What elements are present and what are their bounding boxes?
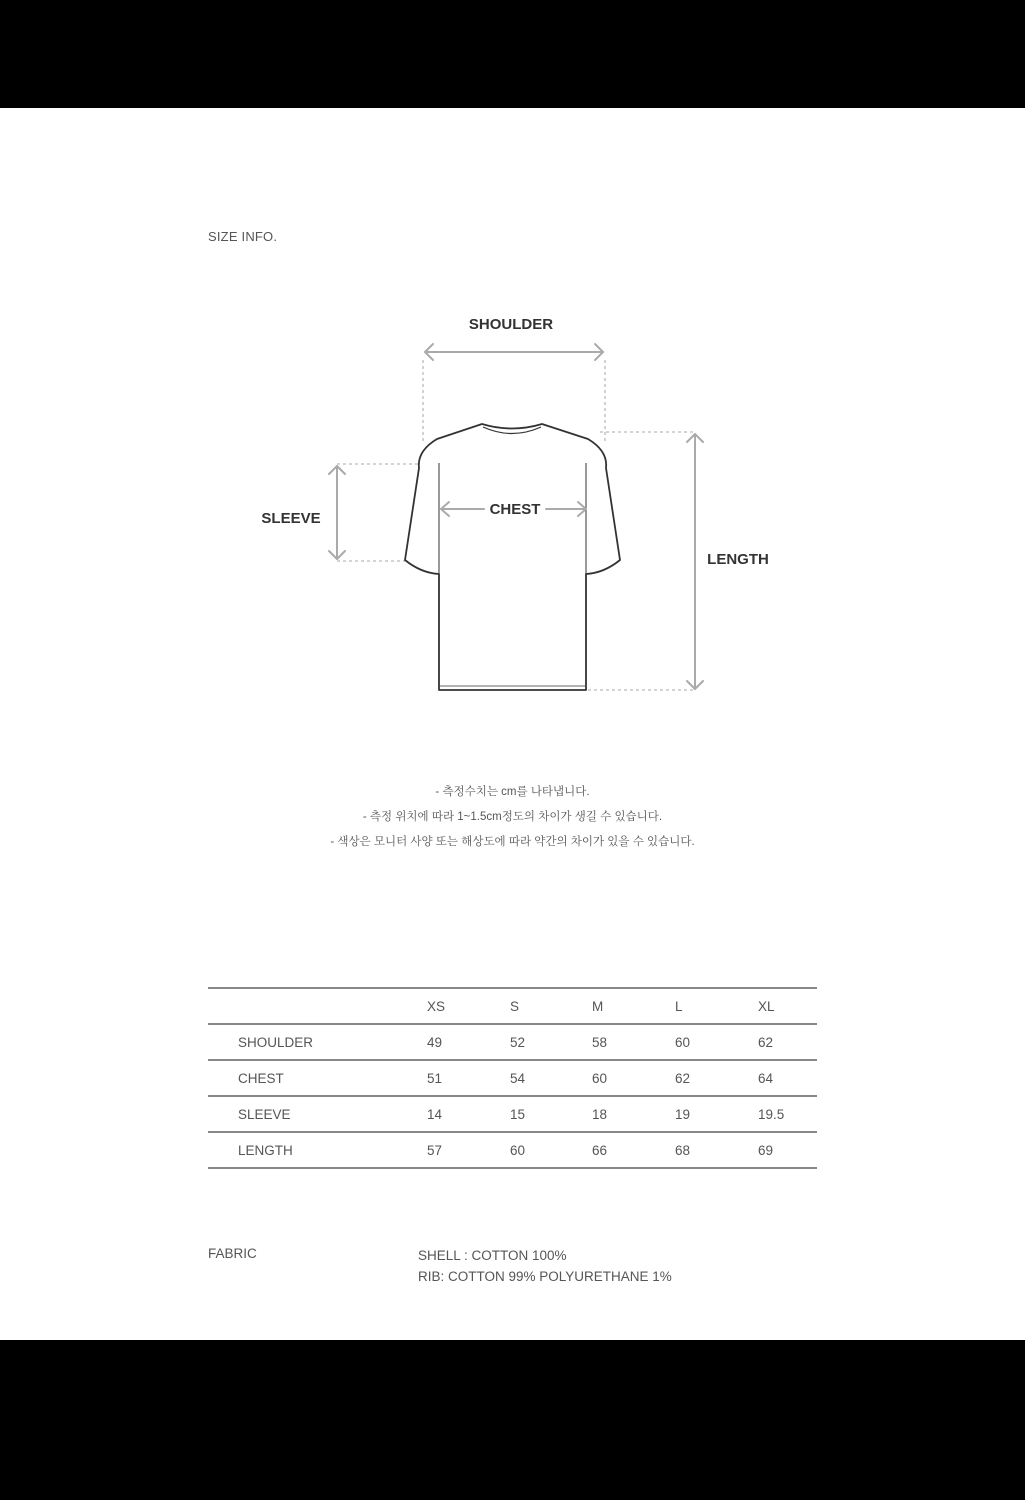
tshirt-outline-icon (405, 424, 620, 690)
fabric-composition (418, 1245, 672, 1287)
table-cell: 60 (675, 1024, 758, 1060)
header-empty-cell (208, 988, 427, 1024)
note-line: - 색상은 모니터 사양 또는 해상도에 따라 약간의 차이가 있을 수 있습니다. (330, 836, 695, 848)
table-row (208, 1060, 817, 1096)
size-header: L (675, 988, 758, 1024)
fabric-line: RIB: COTTON 99% POLYURETHANE 1% (418, 1269, 672, 1284)
length-arrow-icon (687, 434, 703, 689)
shoulder-arrow-icon (425, 344, 603, 360)
row-label: SLEEVE (208, 1096, 427, 1132)
measurement-notes (0, 780, 1025, 855)
fabric-label: FABRIC (208, 1246, 257, 1261)
length-label: LENGTH (707, 551, 769, 568)
table-cell: 18 (592, 1096, 675, 1132)
table-row (208, 1132, 817, 1168)
table-cell: 62 (758, 1024, 817, 1060)
row-label: CHEST (208, 1060, 427, 1096)
table-cell: 68 (675, 1132, 758, 1168)
tshirt-measurement-diagram (0, 108, 1025, 748)
row-label: LENGTH (208, 1132, 427, 1168)
size-header: XL (758, 988, 817, 1024)
table-row (208, 1024, 817, 1060)
table-cell: 60 (510, 1132, 592, 1168)
table-cell: 19.5 (758, 1096, 817, 1132)
size-info-title: SIZE INFO. (208, 229, 278, 244)
table-cell: 52 (510, 1024, 592, 1060)
table-cell: 19 (675, 1096, 758, 1132)
size-header: S (510, 988, 592, 1024)
sleeve-label: SLEEVE (261, 510, 321, 527)
table-cell: 62 (675, 1060, 758, 1096)
fabric-line: SHELL : COTTON 100% (418, 1248, 567, 1263)
table-cell: 64 (758, 1060, 817, 1096)
shoulder-label: SHOULDER (468, 316, 554, 333)
table-cell: 15 (510, 1096, 592, 1132)
table-cell: 60 (592, 1060, 675, 1096)
table-cell: 51 (427, 1060, 510, 1096)
chest-label: CHEST (489, 501, 541, 518)
size-header: M (592, 988, 675, 1024)
table-cell: 58 (592, 1024, 675, 1060)
note-line: - 측정수치는 cm를 나타냅니다. (435, 786, 590, 798)
table-cell: 14 (427, 1096, 510, 1132)
note-line: - 측정 위치에 따라 1~1.5cm정도의 차이가 생길 수 있습니다. (362, 811, 663, 823)
size-table (208, 987, 817, 1169)
size-header: XS (427, 988, 510, 1024)
sleeve-arrow-icon (329, 466, 345, 559)
table-cell: 54 (510, 1060, 592, 1096)
size-info-sheet (0, 108, 1025, 1340)
table-cell: 69 (758, 1132, 817, 1168)
table-cell: 57 (427, 1132, 510, 1168)
table-cell: 66 (592, 1132, 675, 1168)
table-row (208, 1096, 817, 1132)
row-label: SHOULDER (208, 1024, 427, 1060)
size-header-row (208, 988, 817, 1024)
table-cell: 49 (427, 1024, 510, 1060)
